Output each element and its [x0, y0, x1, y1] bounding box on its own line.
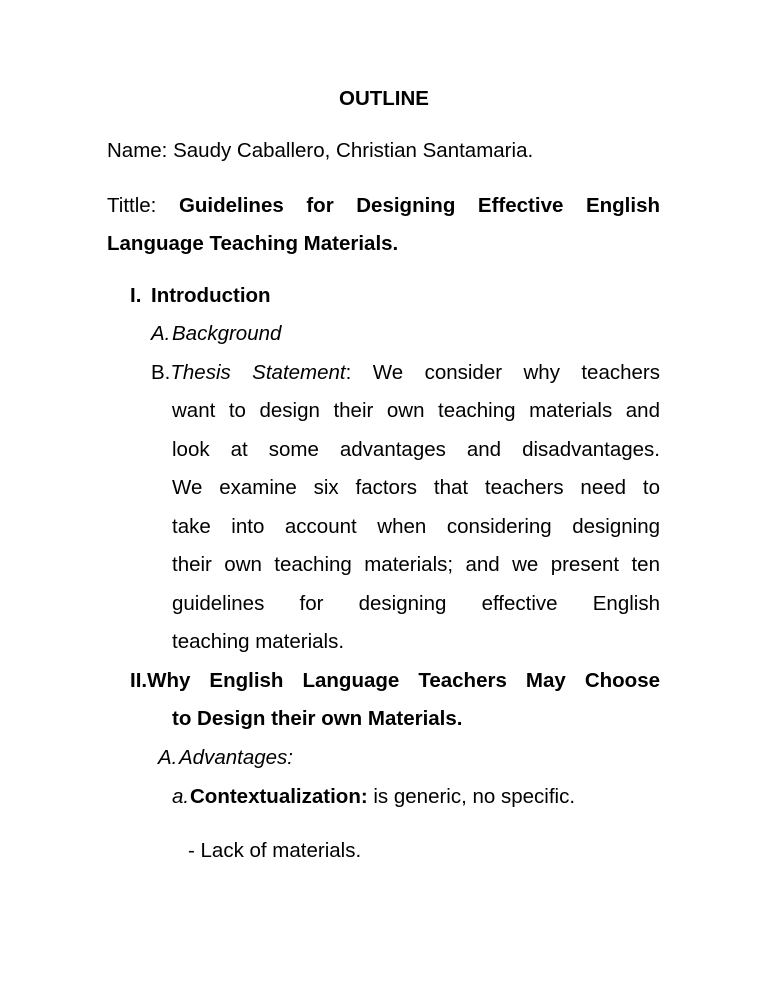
section-1-heading: [130, 284, 271, 308]
author-names: Saudy Caballero, Christian Santamaria.: [173, 139, 534, 162]
title-label: Tittle:: [107, 194, 157, 217]
title-line-1: [107, 194, 660, 218]
section-1-numeral: I.: [130, 284, 142, 307]
author-line: [107, 139, 533, 163]
thesis-line-7: guidelines for designing effective English: [172, 592, 660, 615]
document-heading: OUTLINE: [339, 87, 429, 110]
item-background: [151, 322, 281, 346]
section-2-heading-line-2: to Design their own Materials.: [172, 707, 463, 730]
name-label: Name:: [107, 139, 168, 162]
item-letter: A.: [151, 322, 171, 345]
section-2-heading-line-1: [130, 669, 660, 693]
title-text: Guidelines for Designing Effective English: [178, 194, 660, 217]
subitem-text: is generic, no specific.: [373, 785, 576, 808]
thesis-text: We consider why teachers: [372, 361, 660, 384]
item-label: Advantages:: [179, 746, 293, 769]
item-letter: A.: [158, 746, 178, 769]
section-1-title: Introduction: [151, 284, 271, 307]
section-2-numeral: II.: [130, 669, 148, 692]
thesis-line-5: take into account when considering designing: [172, 515, 660, 538]
thesis-line-8: teaching materials.: [172, 630, 345, 653]
thesis-line-3: look at some advantages and disadvantages.: [172, 438, 660, 461]
thesis-sep: :: [345, 361, 352, 384]
item-letter: B.: [151, 361, 171, 384]
thesis-line-1: [151, 361, 660, 385]
title-line-2: Language Teaching Materials.: [107, 232, 399, 255]
item-label: Background: [172, 322, 282, 345]
item-advantages: [158, 746, 293, 770]
subitem-contextualization: [172, 785, 575, 809]
subitem-term: Contextualization:: [190, 785, 368, 808]
thesis-line-6: their own teaching materials; and we present ten: [172, 553, 660, 576]
subitem-letter: a.: [172, 785, 190, 808]
section-2-title: Why English Language Teachers May Choose: [147, 669, 660, 692]
thesis-label: Thesis Statement: [170, 361, 346, 384]
bullet-lack-of-materials: - Lack of materials.: [188, 839, 362, 862]
thesis-line-2: want to design their own teaching materials and: [172, 399, 660, 422]
thesis-line-4: We examine six factors that teachers need to: [172, 476, 660, 499]
